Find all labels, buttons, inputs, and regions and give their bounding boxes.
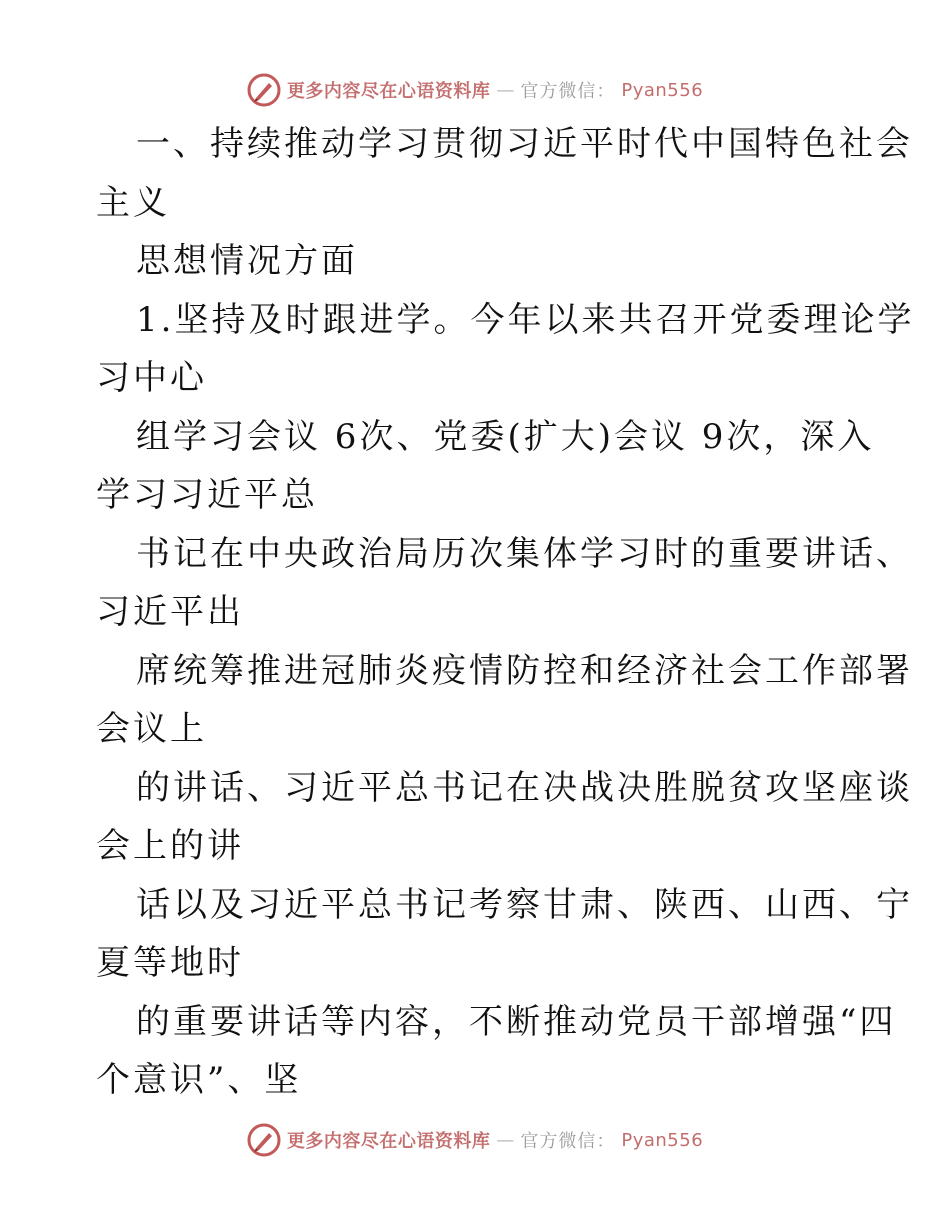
text-line: 习近平出 xyxy=(96,592,244,632)
text-line: 习中心 xyxy=(96,358,207,398)
pen-logo-icon xyxy=(247,1123,281,1157)
watermark-separator: — xyxy=(496,79,515,101)
text-line: 组学习会议 6次、党委(扩大)会议 9次，深入 xyxy=(136,416,875,457)
text-line: 书记在中央政治局历次集体学习时的重要讲话、 xyxy=(136,533,913,574)
watermark-main-text: 更多内容尽在心语资料库 xyxy=(286,81,491,102)
watermark-wechat-id: Pyan556 xyxy=(621,79,704,101)
footer-watermark xyxy=(0,1120,950,1160)
text-line: 一、持续推动学习贯彻习近平时代中国特色社会 xyxy=(136,124,913,164)
watermark-separator: — xyxy=(496,1129,515,1151)
section-heading: 思想情况方面 xyxy=(136,241,358,281)
text-line: 学习习近平总 xyxy=(96,475,318,515)
document-body xyxy=(96,115,915,1110)
text-line: 话以及习近平总书记考察甘肃、陕西、山西、宁 xyxy=(136,884,913,925)
watermark-main-text: 更多内容尽在心语资料库 xyxy=(286,1131,491,1152)
watermark-wechat-id: Pyan556 xyxy=(621,1129,704,1151)
text-line: 的讲话、习近平总书记在决战决胜脱贫攻坚座谈 xyxy=(136,767,913,808)
pen-logo-icon xyxy=(247,73,281,107)
text-line: 1.坚持及时跟进学。今年以来共召开党委理论学 xyxy=(136,299,915,340)
text-line: 会议上 xyxy=(96,709,207,749)
text-line: 个意识”、坚 xyxy=(96,1060,302,1100)
text-line: 会上的讲 xyxy=(96,826,244,866)
text-line: 的重要讲话等内容，不断推动党员干部增强“四 xyxy=(136,1001,897,1042)
header-watermark xyxy=(0,70,950,110)
text-line: 夏等地时 xyxy=(96,943,244,983)
watermark-wechat-label: 官方微信： xyxy=(520,81,616,102)
text-line: 席统筹推进冠肺炎疫情防控和经济社会工作部署 xyxy=(136,650,913,691)
text-line: 主义 xyxy=(96,182,170,223)
watermark-wechat-label: 官方微信： xyxy=(520,1131,616,1152)
